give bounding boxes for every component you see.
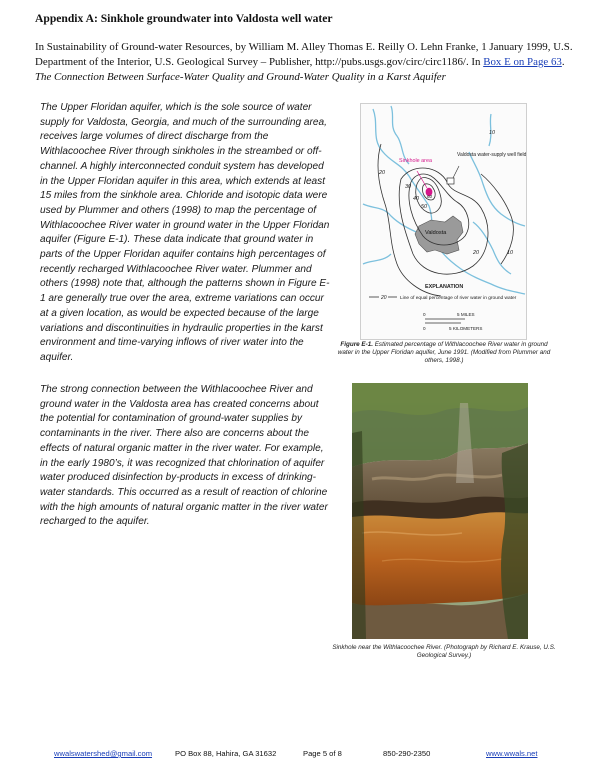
photo-caption: Sinkhole near the Withlacoochee River. (Photograph by Richard E. Krause, U.S. Geological Survey.) (332, 644, 556, 659)
contour-lines (378, 144, 513, 296)
citation-text: In Sustainability of Ground-water Resources, by William M. Alley Thomas E. Reilly O. Lehn Franke, 1 January 1999, U.S. Department of the Interior, U.S. Geological Survey – Publisher, http://pubs.usgs.gov/circ/circ1186/. In (35, 41, 573, 68)
explanation-title: EXPLANATION (425, 284, 464, 290)
percentage-map-svg (361, 104, 526, 339)
sinkhole-label: Sinkhole area (399, 158, 432, 164)
sinkhole-leader (417, 171, 427, 188)
contour-label: 10 (507, 250, 513, 256)
scale-zero: 0 (423, 326, 426, 331)
box-e-link[interactable]: Box E on Page 63 (483, 56, 562, 68)
paragraph-contamination: The strong connection between the Withlacoochee River and ground water in the Valdosta area has created concerns about the potential for contamination of ground-water supplies by contaminants in the river. There also are concerns about the effects of natural organic matter in the river water. For example, in the early 1980’s, it was recognized that chlorination of aquifer water produced disinfection by-products in excess of drinking-water standards. This occurred as a result of reaction of chlorine with the high amounts of natural organic matter in the river water recharged to the aquifer. (40, 384, 328, 528)
citation-separator: . (561, 56, 565, 68)
explanation-text: Line of equal percentage of river water in ground water (400, 296, 517, 301)
wellfield-marker (447, 178, 454, 184)
wellfield-leader (453, 166, 459, 178)
city-label: Valdosta (425, 230, 447, 236)
sinkhole-photo-svg (352, 383, 528, 639)
wellfield-label: Valdosta water-supply well field (457, 152, 526, 158)
contour-label: 50 (421, 204, 427, 210)
map-caption (332, 341, 556, 365)
contour-label: 60 (427, 194, 433, 199)
paragraph-aquifer: The Upper Floridan aquifer, which is the sole source of water supply for Valdosta, Georgia, and much of the surrounding area, receives large volumes of direct discharge from the Withlacoochee River through sinkholes in the streambed or off-channel. A highly interconnected conduit system has developed in the Upper Floridan aquifer in this area, which extends at least 15 miles from the sinkhole area. Chloride and isotopic data were used by Plummer and others (1998) to map the percentage of Withlacoochee River water in ground water in the Upper Floridan aquifer (Figure E-1). These data indicate that ground water in parts of the Upper Floridan aquifer contains high percentages of recently recharged Withlacoochee River water. Plummer and others (1998) note that, although the patterns shown in Figure E-1 are generally true over the area, extreme variations can occur at a given location, as would be expected because of the large variations and discontinuities in hydraulic properties in the karst environment and time-varying inflows of river water into the aquifer. (40, 102, 330, 363)
figure-caption-text: Estimated percentage of Withlacoochee River water in ground water in the Upper Floridan aquifer, June 1991. (Modified from Plummer and others, 1998.) (337, 341, 551, 364)
footer-website-link[interactable]: www.wwals.net (486, 749, 538, 758)
footer-email-link[interactable]: wwalswatershed@gmail.com (54, 749, 153, 758)
citation-title: The Connection Between Surface-Water Quality and Ground-Water Quality in a Karst Aquifer (35, 71, 446, 83)
citation (35, 40, 575, 85)
contour-label: 20 (473, 250, 479, 256)
contour-label: 40 (413, 196, 419, 202)
footer-page-number: Page 5 of 8 (303, 749, 342, 758)
scale-km: 5 KILOMETERS (449, 326, 483, 331)
rivers (363, 106, 525, 294)
contour-label: 20 (379, 170, 385, 176)
footer-address: PO Box 88, Hahira, GA 31632 (175, 749, 277, 758)
figure-label: Figure E-1. (340, 341, 373, 348)
contour-label: 10 (489, 130, 495, 136)
contour-label: 30 (405, 184, 411, 190)
page-heading: Appendix A: Sinkhole groundwater into Valdosta well water (35, 12, 333, 25)
scale-miles: 5 MILES (457, 312, 475, 317)
scale-zero: 0 (423, 312, 426, 317)
sinkhole-photo (352, 383, 528, 639)
explanation-value: 20 (381, 295, 387, 301)
figure-e1-map (360, 103, 527, 340)
footer-phone: 850-290-2350 (383, 749, 431, 758)
